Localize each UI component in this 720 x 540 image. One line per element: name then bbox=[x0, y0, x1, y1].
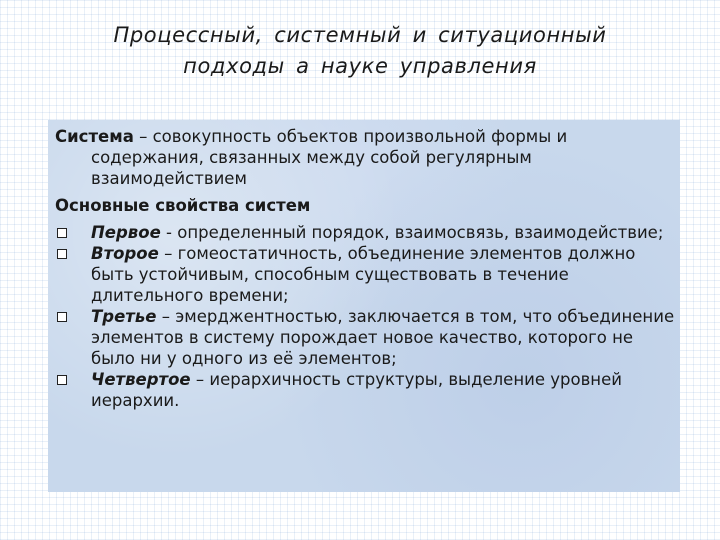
checkbox-icon bbox=[57, 375, 67, 385]
property-lead: Четвертое bbox=[91, 370, 191, 389]
content-text bbox=[55, 126, 675, 411]
property-lead: Первое bbox=[91, 223, 161, 242]
properties-heading: Основные свойства систем bbox=[55, 196, 311, 215]
property-text: – гомеостатичность, объединение элементов должно быть устойчивым, способным существовать в течение длительного времени; bbox=[91, 244, 636, 305]
properties-list bbox=[55, 222, 675, 411]
property-item-4 bbox=[55, 369, 675, 411]
property-text: - определенный порядок, взаимосвязь, взаимодействие; bbox=[160, 223, 664, 242]
property-item-1 bbox=[55, 222, 675, 243]
slide-title-line-2: подходы а науке управления bbox=[183, 54, 537, 78]
definition-paragraph bbox=[55, 126, 675, 189]
property-item-2 bbox=[55, 243, 675, 306]
slide-title-line-1: Процессный, системный и ситуационный bbox=[113, 23, 607, 47]
checkbox-icon bbox=[57, 228, 67, 238]
definition-text: – совокупность объектов произвольной формы и содержания, связанных между собой регулярным взаимодействием bbox=[91, 127, 568, 188]
checkbox-icon bbox=[57, 312, 67, 322]
property-text: – иерархичность структуры, выделение уровней иерархии. bbox=[91, 370, 622, 410]
property-lead: Второе bbox=[91, 244, 159, 263]
definition-term: Система bbox=[55, 127, 134, 146]
property-text: – эмерджентностью, заключается в том, что объединение элементов в систему порождает новое качество, которого не было ни у одного из её элементов; bbox=[91, 307, 675, 368]
checkbox-icon bbox=[57, 249, 67, 259]
slide-title bbox=[40, 20, 680, 82]
property-item-3 bbox=[55, 306, 675, 369]
property-lead: Третье bbox=[91, 307, 157, 326]
